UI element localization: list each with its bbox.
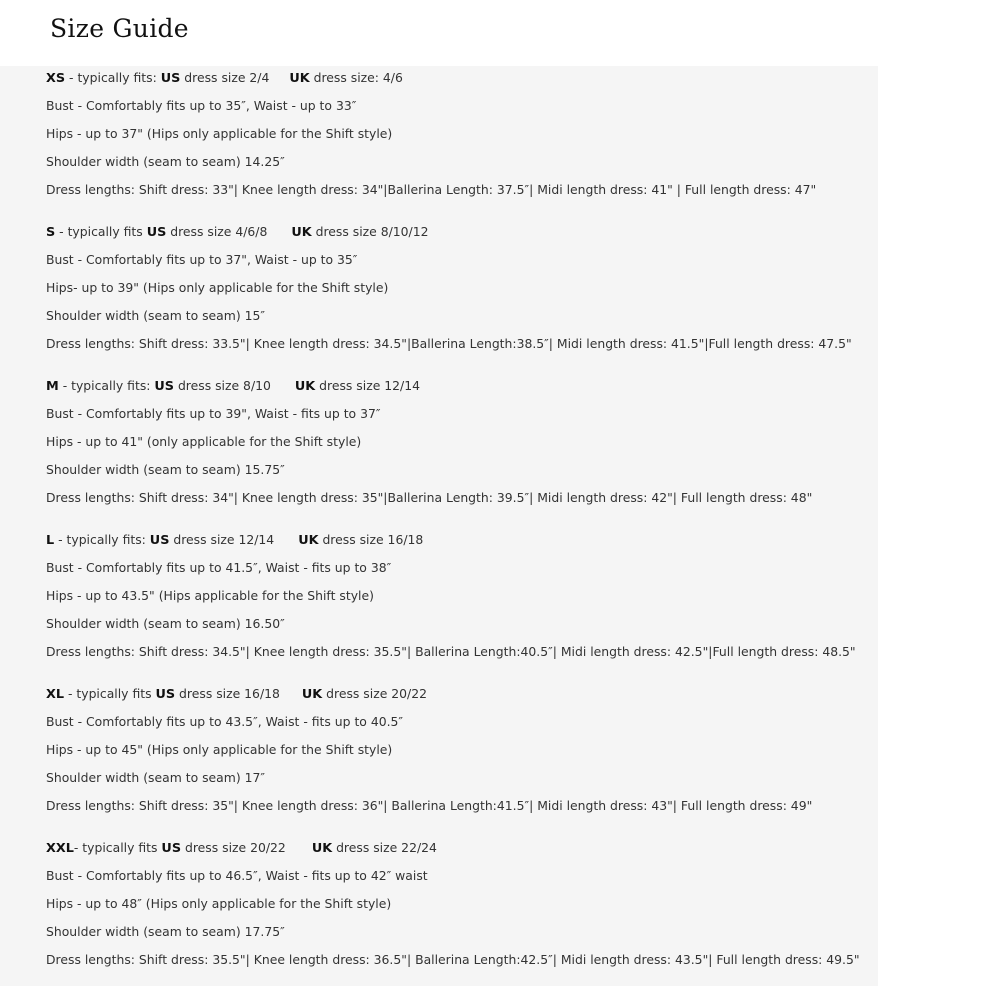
us-label: US — [146, 225, 167, 240]
bust-measurement: Bust - Comfortably fits up to 43.5″, Waist - fits up to 40.5″ — [46, 714, 404, 729]
size-block-xxl — [46, 834, 876, 988]
shoulder-measurement: Shoulder width (seam to seam) 17″ — [46, 770, 266, 785]
hips-measurement: Hips - up to 41" (only applicable for the Shift style) — [46, 434, 362, 449]
size-block-xl — [46, 680, 876, 834]
shoulder-measurement: Shoulder width (seam to seam) 15″ — [46, 308, 266, 323]
size-heading — [46, 218, 876, 246]
us-size: dress size 4/6/8 — [166, 224, 268, 239]
size-block-xs — [46, 64, 876, 218]
size-heading — [46, 680, 876, 708]
us-size: dress size 20/22 — [181, 840, 286, 855]
us-size: dress size 2/4 — [180, 70, 270, 85]
bust-measurement: Bust - Comfortably fits up to 46.5″, Waist - fits up to 42″ waist — [46, 868, 428, 883]
hips-measurement: Hips - up to 48″ (Hips only applicable for the Shift style) — [46, 896, 392, 911]
size-code: XS — [46, 71, 66, 86]
bust-measurement: Bust - Comfortably fits up to 37", Waist - up to 35″ — [46, 252, 358, 267]
hips-measurement: Hips - up to 37" (Hips only applicable for the Shift style) — [46, 126, 393, 141]
size-code: XL — [46, 687, 65, 702]
size-heading — [46, 64, 876, 92]
us-label: US — [161, 841, 182, 856]
dress-lengths: Dress lengths: Shift dress: 35"| Knee length dress: 36"| Ballerina Length:41.5″| Midi length dress: 43"| Full length dress: 49" — [46, 798, 813, 813]
fit-text: - typically fits: — [65, 70, 161, 85]
fit-text: - typically fits — [55, 224, 147, 239]
uk-label: UK — [291, 225, 312, 240]
size-heading — [46, 526, 876, 554]
shoulder-measurement: Shoulder width (seam to seam) 16.50″ — [46, 616, 285, 631]
shoulder-measurement: Shoulder width (seam to seam) 14.25″ — [46, 154, 285, 169]
us-label: US — [149, 533, 170, 548]
size-heading — [46, 834, 876, 862]
size-block-s — [46, 218, 876, 372]
uk-label: UK — [289, 71, 310, 86]
shoulder-measurement: Shoulder width (seam to seam) 17.75″ — [46, 924, 285, 939]
dress-lengths: Dress lengths: Shift dress: 34.5"| Knee length dress: 35.5"| Ballerina Length:40.5″| Midi length dress: 42.5"|Full length dress: 48.5" — [46, 644, 856, 659]
uk-label: UK — [298, 533, 319, 548]
fit-text: - typically fits: — [54, 532, 150, 547]
size-block-l — [46, 526, 876, 680]
fit-text: - typically fits: — [58, 378, 155, 393]
bust-measurement: Bust - Comfortably fits up to 35″, Waist - up to 33″ — [46, 98, 357, 113]
dress-lengths: Dress lengths: Shift dress: 35.5"| Knee length dress: 36.5"| Ballerina Length:42.5″| Midi length dress: 43.5"| Full length dress: 49.5" — [46, 952, 860, 967]
size-code: L — [46, 533, 55, 548]
fit-text: - typically fits — [64, 686, 156, 701]
uk-size: dress size 20/22 — [322, 686, 427, 701]
dress-lengths: Dress lengths: Shift dress: 33.5"| Knee length dress: 34.5"|Ballerina Length:38.5″| Midi length dress: 41.5"|Full length dress: 47.5" — [46, 336, 852, 351]
uk-label: UK — [294, 379, 316, 394]
uk-size: dress size 22/24 — [332, 840, 437, 855]
us-label: US — [160, 71, 181, 86]
uk-size: dress size 8/10/12 — [311, 224, 429, 239]
bust-measurement: Bust - Comfortably fits up to 41.5″, Waist - fits up to 38″ — [46, 560, 392, 575]
us-label: US — [154, 379, 174, 394]
size-block-m — [46, 372, 876, 526]
dress-lengths: Dress lengths: Shift dress: 33"| Knee length dress: 34"|Ballerina Length: 37.5″| Midi length dress: 41" | Full length dress: 47" — [46, 182, 817, 197]
us-size: dress size 12/14 — [169, 532, 275, 547]
size-heading — [46, 372, 876, 400]
hips-measurement: Hips - up to 43.5" (Hips applicable for the Shift style) — [46, 588, 374, 603]
size-guide-list — [46, 64, 876, 988]
size-code: S — [46, 225, 56, 240]
bust-measurement: Bust - Comfortably fits up to 39", Waist - fits up to 37″ — [46, 406, 381, 421]
page-title: Size Guide — [50, 14, 189, 43]
size-code: M — [46, 379, 59, 394]
us-label: US — [155, 687, 176, 702]
fit-text: - typically fits — [73, 840, 162, 855]
us-size: dress size 8/10 — [174, 378, 271, 393]
hips-measurement: Hips- up to 39" (Hips only applicable for the Shift style) — [46, 280, 389, 295]
hips-measurement: Hips - up to 45" (Hips only applicable for the Shift style) — [46, 742, 393, 757]
uk-size: dress size 16/18 — [318, 532, 424, 547]
uk-label: UK — [311, 841, 333, 856]
uk-label: UK — [301, 687, 323, 702]
dress-lengths: Dress lengths: Shift dress: 34"| Knee length dress: 35"|Ballerina Length: 39.5″| Midi length dress: 42"| Full length dress: 48" — [46, 490, 813, 505]
uk-size: dress size 12/14 — [315, 378, 420, 393]
uk-size: dress size: 4/6 — [309, 70, 403, 85]
shoulder-measurement: Shoulder width (seam to seam) 15.75″ — [46, 462, 285, 477]
us-size: dress size 16/18 — [175, 686, 280, 701]
size-code: XXL — [46, 841, 74, 856]
